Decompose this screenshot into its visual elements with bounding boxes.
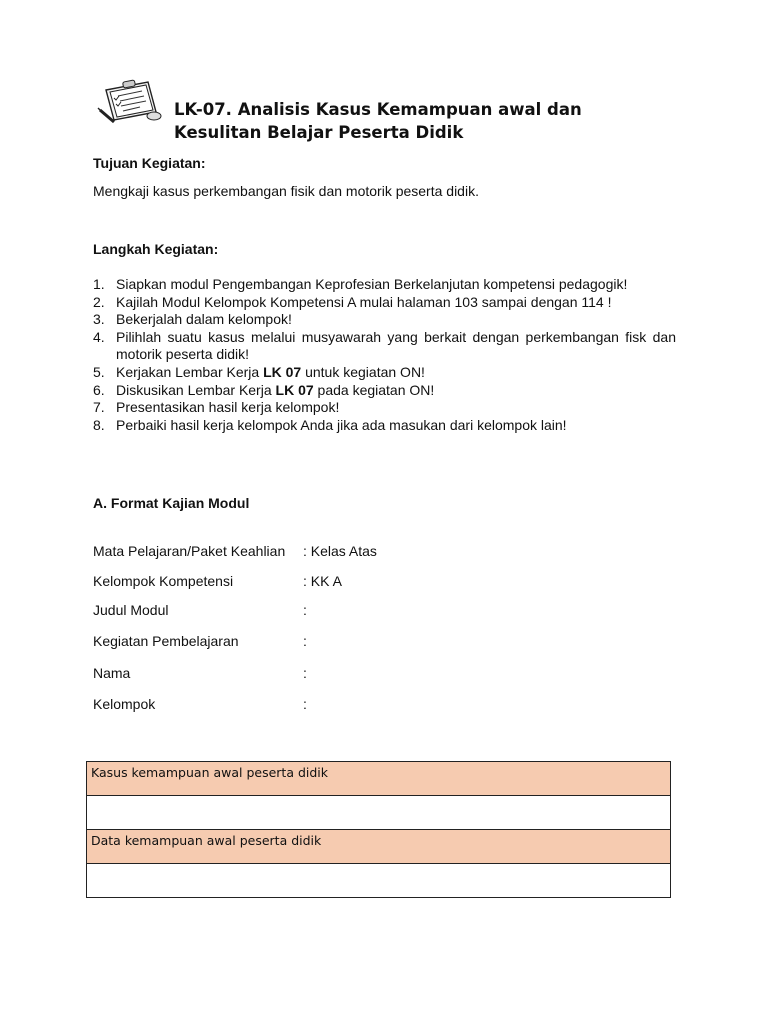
field-label-judul-modul: Judul Modul — [93, 602, 169, 618]
table-row — [87, 864, 671, 898]
list-item — [93, 276, 676, 294]
format-heading: A. Format Kajian Modul — [93, 495, 250, 511]
step-text — [116, 382, 676, 400]
list-item — [93, 311, 676, 329]
field-label-kelompok: Kelompok — [93, 696, 156, 712]
field-label-mata-pelajaran: Mata Pelajaran/Paket Keahlian — [93, 543, 286, 559]
field-value-kelompok: : — [303, 696, 307, 712]
step-text-bold: LK 07 — [263, 363, 302, 380]
field-label-nama: Nama — [93, 665, 131, 681]
title-line-2: Kesulitan Belajar Peserta Didik — [174, 123, 464, 142]
data-input-cell[interactable] — [87, 864, 671, 898]
table-row — [87, 762, 671, 796]
list-item — [93, 364, 676, 382]
step-text-post: untuk kegiatan ON! — [301, 363, 425, 380]
field-value-mata-pelajaran: : Kelas Atas — [303, 543, 377, 559]
step-text: Perbaiki hasil kerja kelompok Anda jika ada masukan dari kelompok lain! — [116, 416, 567, 433]
steps-list — [93, 276, 676, 434]
page-title — [174, 98, 582, 144]
step-text-post: pada kegiatan ON! — [313, 381, 435, 398]
step-text: Siapkan modul Pengembangan Keprofesian Berkelanjutan kompetensi pedagogik! — [116, 276, 628, 292]
step-text: Kajilah Modul Kelompok Kompetensi A mulai halaman 103 sampai dengan 114 ! — [116, 293, 612, 310]
field-value-kegiatan-pembelajaran: : — [303, 633, 307, 649]
step-text: Bekerjalah dalam kelompok! — [116, 311, 292, 328]
field-label-kelompok-kompetensi: Kelompok Kompetensi — [93, 573, 234, 589]
kasus-input-cell[interactable] — [87, 796, 671, 830]
field-value-kelompok-kompetensi: : KK A — [303, 573, 342, 589]
field-value-nama: : — [303, 665, 307, 681]
list-item — [93, 399, 676, 417]
list-item — [93, 417, 676, 435]
step-number: 7. — [93, 399, 105, 416]
clipboard-with-pen-icon — [96, 76, 162, 126]
list-item — [93, 329, 676, 364]
field-label-kegiatan-pembelajaran: Kegiatan Pembelajaran — [93, 633, 239, 649]
step-number: 2. — [93, 293, 105, 310]
tujuan-heading: Tujuan Kegiatan: — [93, 155, 206, 171]
field-value-judul-modul: : — [303, 602, 307, 618]
step-text-pre: Kerjakan Lembar Kerja — [116, 363, 264, 380]
list-item — [93, 382, 676, 400]
step-text-pre: Diskusikan Lembar Kerja — [116, 381, 276, 398]
kasus-header-cell: Kasus kemampuan awal peserta didik — [87, 762, 671, 796]
step-number: 4. — [93, 328, 105, 345]
table-row — [87, 830, 671, 864]
data-header-cell: Data kemampuan awal peserta didik — [87, 830, 671, 864]
tujuan-text: Mengkaji kasus perkembangan fisik dan motorik peserta didik. — [93, 183, 479, 199]
step-text-bold: LK 07 — [275, 381, 314, 398]
title-line-1: LK-07. Analisis Kasus Kemampuan awal dan — [174, 100, 582, 119]
step-number: 1. — [93, 276, 105, 292]
table-row — [87, 796, 671, 830]
langkah-heading: Langkah Kegiatan: — [93, 241, 219, 257]
step-number: 3. — [93, 311, 105, 328]
step-text: Presentasikan hasil kerja kelompok! — [116, 399, 340, 416]
step-text — [116, 364, 676, 382]
kasus-table — [86, 761, 671, 898]
step-number: 5. — [93, 363, 105, 380]
list-item — [93, 294, 676, 312]
step-number: 6. — [93, 381, 105, 398]
step-number: 8. — [93, 416, 105, 433]
step-text: Pilihlah suatu kasus melalui musyawarah yang berkait dengan perkembangan fisk dan motorik peserta didik! — [116, 328, 676, 363]
